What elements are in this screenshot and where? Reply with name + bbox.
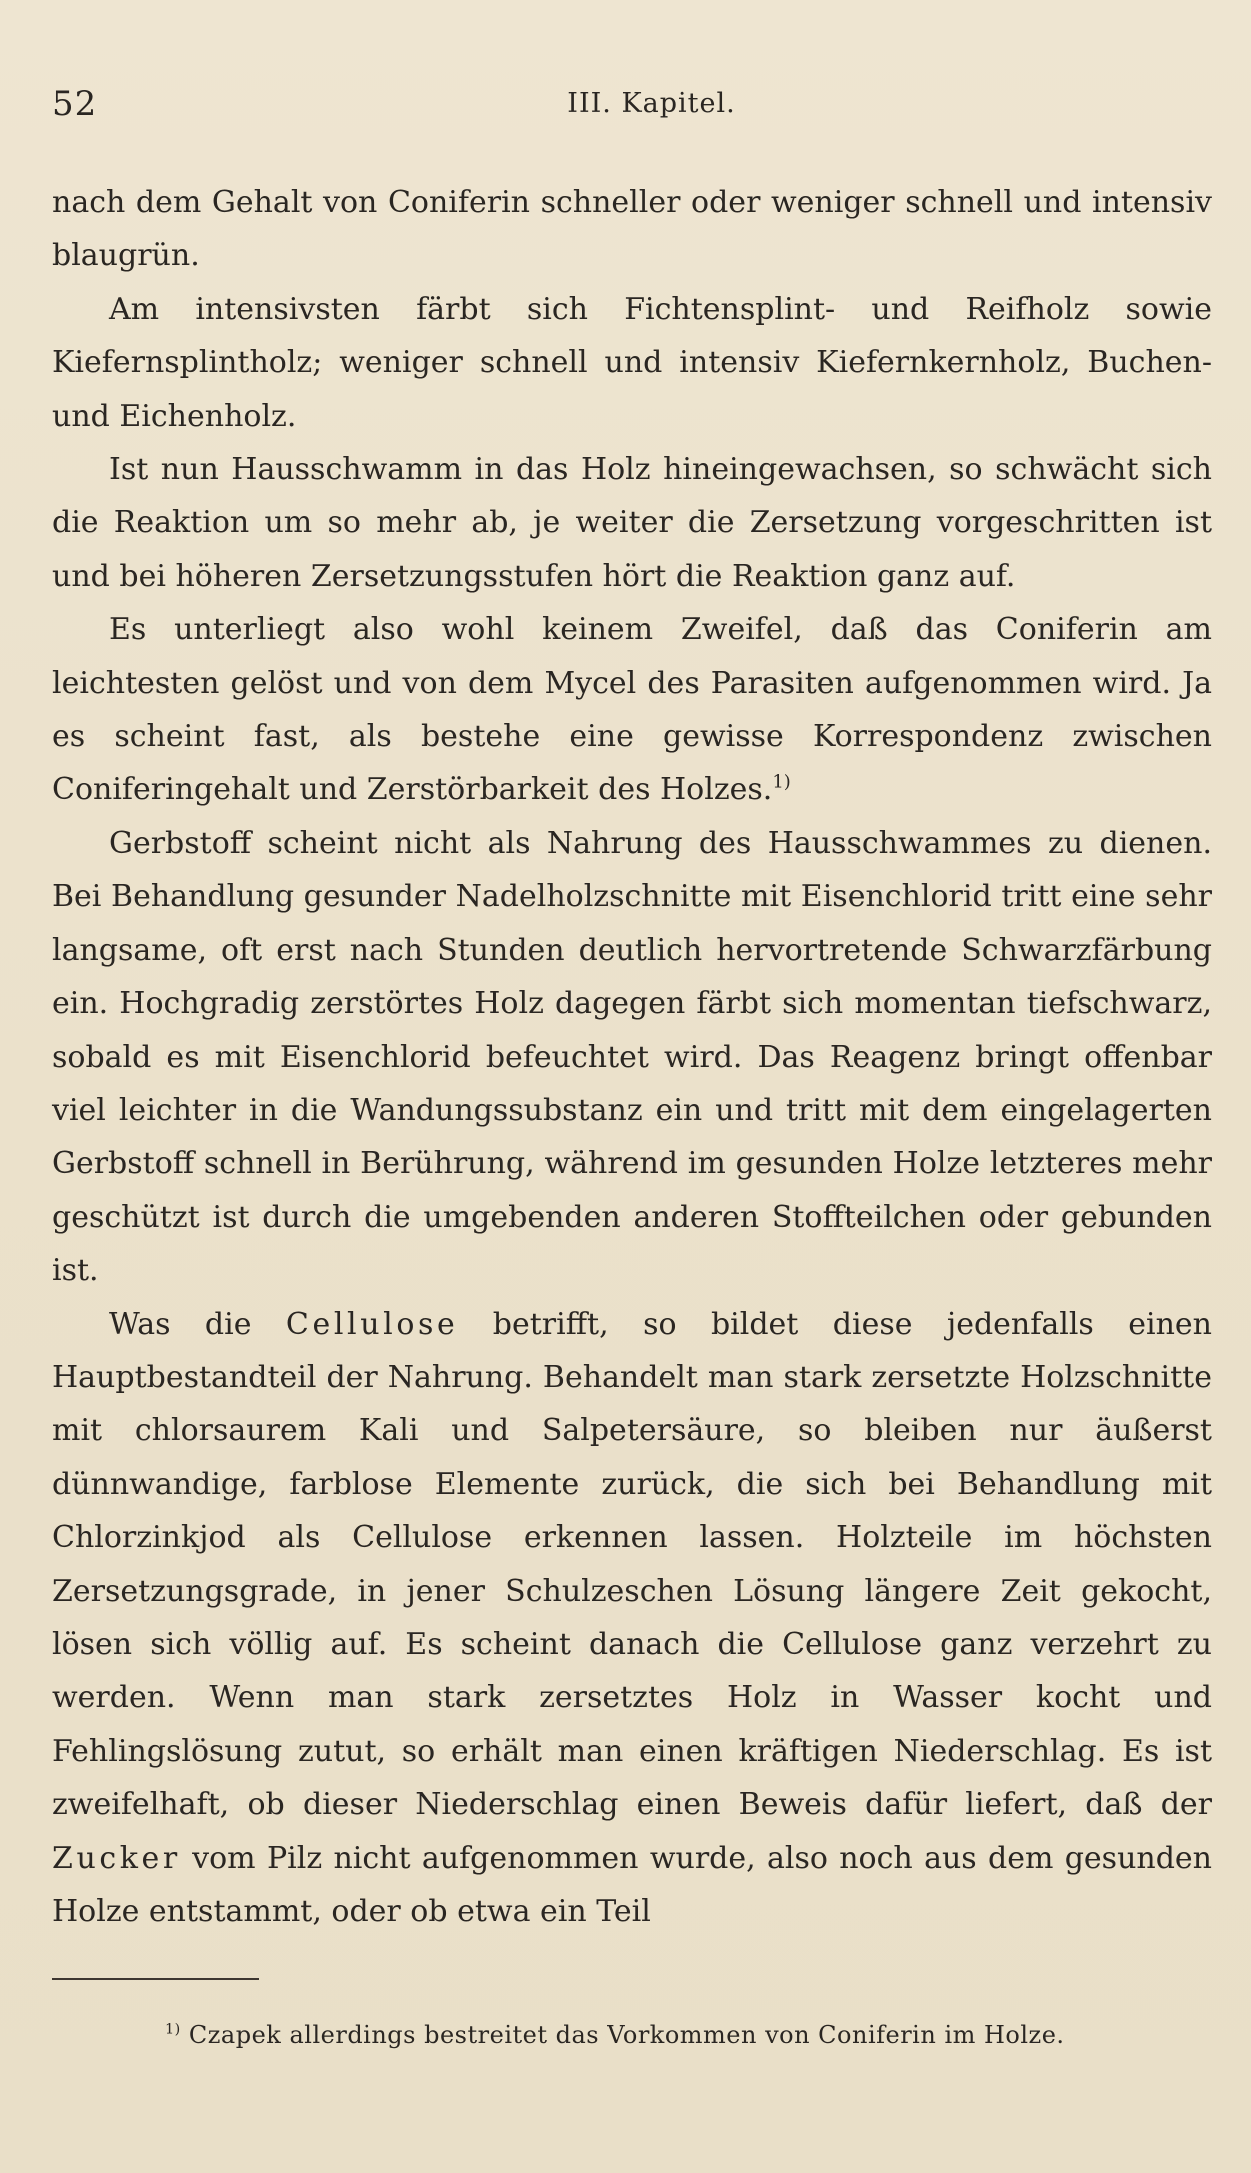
footnote-divider (52, 1978, 259, 1980)
paragraph-text: nach dem Gehalt von Coniferin schneller oder weniger schnell und intensiv blaugrün. (52, 185, 1212, 274)
page-header (52, 84, 1211, 124)
paragraph-text: Ist nun Hausschwamm in das Holz hineingewachsen, so schwächt sich die Reaktion um so mehr ab, je weiter die Zersetzung vorgeschritten ist und bei höheren Zersetzungsstufen hört die Reaktion ganz auf. (52, 452, 1212, 594)
paragraph (52, 283, 1212, 443)
footnote-text: Czapek allerdings bestreitet das Vorkommen von Coniferin im Holze. (188, 2021, 1065, 2049)
running-head: III. Kapitel. (567, 88, 736, 119)
paragraph (52, 603, 1212, 817)
paragraph-text: Am intensivsten färbt sich Fichtensplint- und Reifholz sowie Kiefernsplintholz; weniger schnell und intensiv Kiefernkernholz, Buchen- und Eichenholz. (52, 291, 1212, 434)
paragraph-text: Was die (109, 1306, 286, 1342)
paragraph-text: betrifft, so bildet diese jedenfalls einen Hauptbestandteil der Nahrung. Behandelt man stark zersetzte Holzschnitte mit chlorsaurem Kali und Salpetersäure, so bleiben nur äußerst dünnwandige, farblose Elemente zurück, die sich bei Behandlung mit Chlorzinkjod als Cellulose erkennen lassen. Holzteile im höchsten Zersetzungsgrade, in jener Schulzeschen Lösung längere Zeit gekocht, lösen sich völlig auf. Es scheint danach die Cellulose ganz verzehrt zu werden. Wenn man stark zersetztes Holz in Wasser kocht und Fehlingslösung zutut, so erhält man einen kräftigen Niederschlag. Es ist zweifelhaft, ob dieser Niederschlag einen Beweis dafür liefert, daß der (52, 1306, 1212, 1823)
paragraph-continuation (52, 176, 1212, 283)
body-text (52, 176, 1212, 1938)
footnote-reference[interactable]: 1) (772, 771, 791, 793)
emphasized-term: Cellulose (285, 1306, 459, 1342)
paragraph (52, 443, 1212, 603)
footnote (165, 2018, 1215, 2052)
paragraph-text: Gerbstoff scheint nicht als Nahrung des Hausschwammes zu dienen. Bei Behandlung gesunder Nadelholzschnitte mit Eisenchlorid tritt eine sehr langsame, oft erst nach Stunden deutlich hervortretende Schwarzfärbung ein. Hochgradig zerstörtes Holz dagegen färbt sich momentan tiefschwarz, sobald es mit Eisenchlorid befeuchtet wird. Das Reagenz bringt offenbar viel leichter in die Wandungssubstanz ein und tritt mit dem eingelagerten Gerbstoff schnell in Berührung, während im gesunden Holze letzteres mehr geschützt ist durch die umgebenden anderen Stoffteilchen oder gebunden ist. (52, 825, 1212, 1289)
paragraph-text: vom Pilz nicht aufgenommen wurde, also noch aus dem gesunden Holze entstammt, oder ob etwa ein Teil (52, 1840, 1212, 1929)
page-number: 52 (52, 84, 98, 124)
paragraph-text: Es unterliegt also wohl keinem Zweifel, daß das Coniferin am leichtesten gelöst und von dem Mycel des Parasiten aufgenommen wird. Ja es scheint fast, als bestehe eine gewisse Korrespondenz zwischen Coniferingehalt und Zerstörbarkeit des Holzes. (52, 612, 1212, 808)
footnote-marker: 1) (165, 2021, 181, 2038)
paragraph (52, 817, 1212, 1298)
emphasized-term: Zucker (52, 1840, 181, 1876)
paragraph (52, 1298, 1212, 1939)
